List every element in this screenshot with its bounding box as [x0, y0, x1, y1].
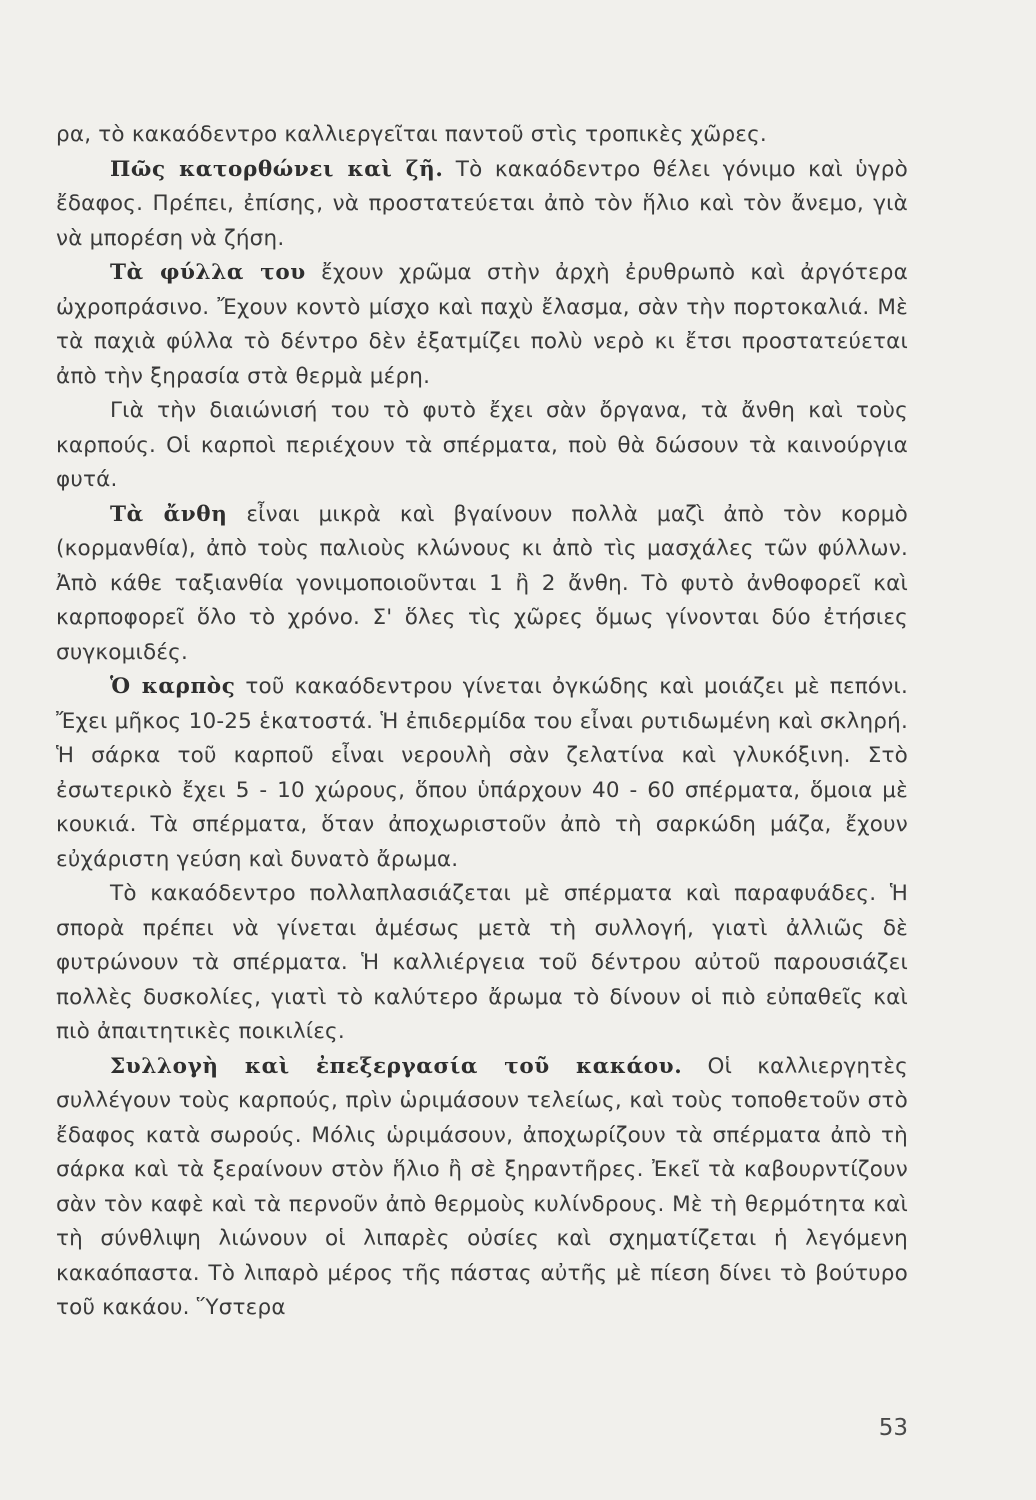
paragraph-text: Οἱ καλλιεργητὲς συλλέγουν τοὺς καρπούς, πρὶν ὡριμάσουν τελείως, καὶ τοὺς τοποθετοῦν στὸ ἔδαφος κατὰ σωρούς. Μόλις ὡριμάσουν, ἀποχωρίζουν τὰ σπέρματα ἀπὸ τὴ σάρκα καὶ τὰ ξεραίνουν στὸν ἥλιο ἢ σὲ ξηραντῆρες. Ἐκεῖ τὰ καβουρντίζουν σὰν τὸν καφὲ καὶ τὰ περνοῦν ἀπὸ θερμοὺς κυλίνδρους. Μὲ τὴ θερμότητα καὶ τὴ σύνθλιψη λιώνουν οἱ λιπαρὲς οὐσίες καὶ σχηματίζεται ἡ λεγόμενη κακαόπαστα. Τὸ λιπαρὸ μέρος τῆς πάστας αὐτῆς μὲ πίεση δίνει τὸ βούτυρο τοῦ κακάου. Ὕστερα: [56, 1053, 909, 1320]
paragraph-fruit: [56, 670, 908, 877]
paragraph-flowers: [56, 498, 908, 671]
paragraph-heading: Πῶς κατορθώνει καὶ ζῆ.: [110, 156, 444, 182]
paragraph-text: ρα, τὸ κακαόδεντρο καλλιεργεῖται παντοῦ στὶς τροπικὲς χῶρες.: [56, 122, 767, 147]
paragraph-reproduction: [56, 394, 908, 498]
paragraph-propagation: [56, 877, 908, 1050]
body-text: [56, 118, 908, 1326]
paragraph-text: τοῦ κακαόδεντρου γίνεται ὀγκώδης καὶ μοιάζει μὲ πεπόνι. Ἔχει μῆκος 10-25 ἑκατοστά. Ἡ ἐπιδερμίδα του εἶναι ρυτιδωμένη καὶ σκληρή. Ἡ σάρκα τοῦ καρποῦ εἶναι νερουλὴ σὰν ζελατίνα καὶ γλυκόξινη. Στὸ ἐσωτερικὸ ἔχει 5 - 10 χώρους, ὅπου ὑπάρχουν 40 - 60 σπέρματα, ὅμοια μὲ κουκιά. Τὰ σπέρματα, ὅταν ἀποχωριστοῦν ἀπὸ τὴ σαρκώδη μάζα, ἔχουν εὐχάριστη γεύση καὶ δυνατὸ ἄρωμα.: [56, 674, 908, 872]
paragraph-text: Τὸ κακαόδεντρο πολλαπλασιάζεται μὲ σπέρματα καὶ παραφυάδες. Ἡ σπορὰ πρέπει νὰ γίνεται ἀμέσως μετὰ τὴ συλλογή, γιατὶ ἀλλιῶς δὲ φυτρώνουν τὰ σπέρματα. Ἡ καλλιέργεια τοῦ δέντρου αὐτοῦ παρουσιάζει πολλὲς δυσκολίες, γιατὶ τὸ καλύτερο ἄρωμα τὸ δίνουν οἱ πιὸ εὐπαθεῖς καὶ πιὸ ἀπαιτητικὲς ποικιλίες.: [56, 881, 908, 1044]
page-number: 53: [878, 1415, 908, 1441]
paragraph-leaves: [56, 256, 908, 394]
paragraph-text: Γιὰ τὴν διαιώνισή του τὸ φυτὸ ἔχει σὰν ὄργανα, τὰ ἄνθη καὶ τοὺς καρπούς. Οἱ καρποὶ περιέχουν τὰ σπέρματα, ποὺ θὰ δώσουν τὰ καινούργια φυτά.: [56, 398, 908, 492]
paragraph-heading: Τὰ ἄνθη: [110, 501, 228, 527]
paragraph-heading: Συλλογὴ καὶ ἐπεξεργασία τοῦ κακάου.: [110, 1053, 683, 1079]
paragraph-continuation: [56, 118, 908, 153]
paragraph-text: εἶναι μικρὰ καὶ βγαίνουν πολλὰ μαζὶ ἀπὸ τὸν κορμὸ (κορμανθία), ἀπὸ τοὺς παλιοὺς κλώνους κι ἀπὸ τὶς μασχάλες τῶν φύλλων. Ἀπὸ κάθε ταξιανθία γονιμοποιοῦνται 1 ἢ 2 ἄνθη. Τὸ φυτὸ ἀνθοφορεῖ καὶ καρποφορεῖ ὅλο τὸ χρόνο. Σ' ὅλες τὶς χῶρες ὅμως γίνονται δύο ἐτήσιες συγκομιδές.: [56, 501, 908, 665]
paragraph-text: Τὸ κακαόδεντρο θέλει γόνιμο καὶ ὑγρὸ ἔδαφος. Πρέπει, ἐπίσης, νὰ προστατεύεται ἀπὸ τὸν ἥλιο καὶ τὸν ἄνεμο, γιὰ νὰ μπορέση νὰ ζήση.: [56, 156, 908, 251]
paragraph-heading: Τὰ φύλλα του: [110, 260, 306, 285]
paragraph-harvest-processing: [56, 1050, 908, 1326]
paragraph-how-it-lives: [56, 153, 908, 257]
paragraph-heading: Ὁ καρπὸς: [110, 674, 236, 699]
paragraph-text: ἔχουν χρῶμα στὴν ἀρχὴ ἐρυθρωπὸ καὶ ἀργότερα ὠχροπράσινο. Ἔχουν κοντὸ μίσχο καὶ παχὺ ἔλασμα, σὰν τὴν πορτοκαλιά. Μὲ τὰ παχιὰ φύλλα τὸ δέντρο δὲν ἐξατμίζει πολὺ νερὸ κι ἔτσι προστατεύεται ἀπὸ τὴν ξηρασία στὰ θερμὰ μέρη.: [56, 260, 909, 389]
